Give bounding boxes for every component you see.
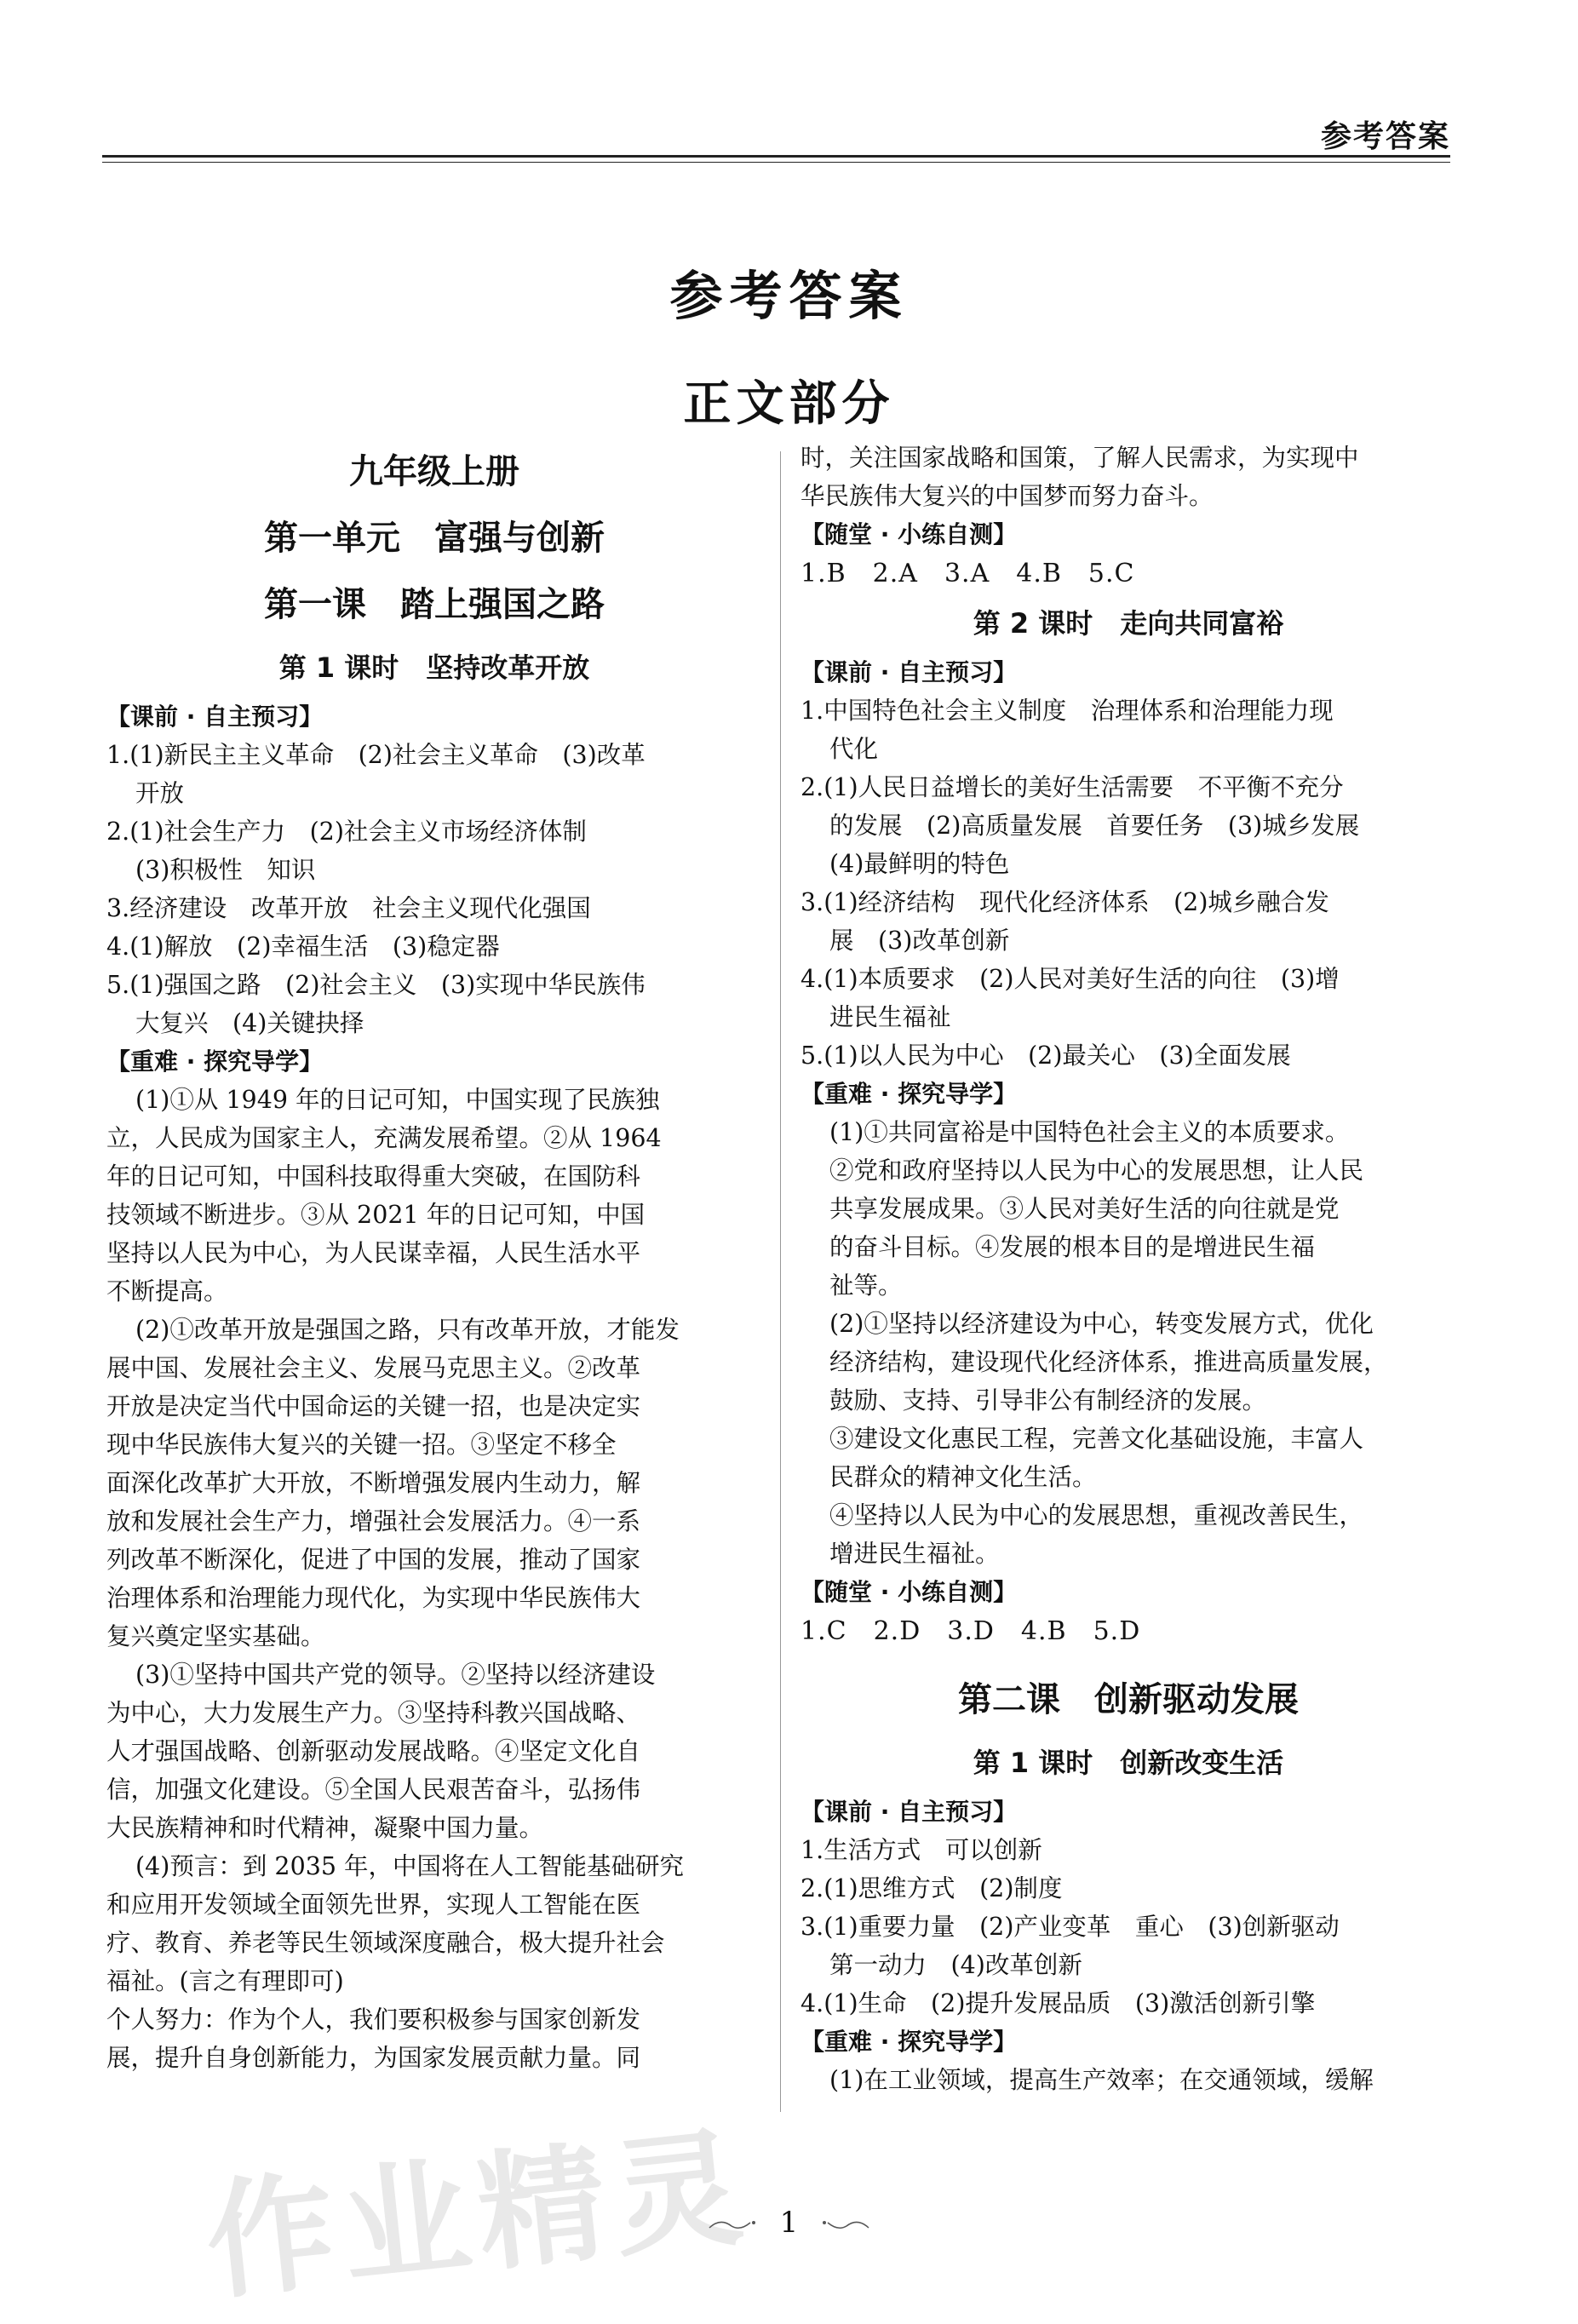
answer-line: 代化 (829, 735, 879, 763)
answer-line: 5.(1)以人民为中心 (2)最关心 (3)全面发展 (800, 1041, 1291, 1070)
answer-line: (4)预言：到 2035 年，中国将在人工智能基础研究 (135, 1852, 685, 1880)
right-column (800, 439, 1456, 2099)
answer-line: 增进民生福祉。 (829, 1540, 1000, 1568)
quiz-answers: 1.C 2.D 3.D 4.B 5.D (800, 1616, 1141, 1646)
answer-line: 5.(1)强国之路 (2)社会主义 (3)实现中华民族伟 (106, 971, 646, 999)
answer-line: 展中国、发展社会主义、发展马克思主义。②改革 (106, 1354, 641, 1382)
column-divider (780, 451, 781, 2112)
book-heading: 九年级上册 (349, 452, 519, 491)
answer-line: ③建设文化惠民工程，完善文化基础设施，丰富人 (829, 1425, 1364, 1453)
lesson-heading: 第一课 踏上强国之路 (264, 585, 605, 624)
answer-line: 1.(1)新民主主义革命 (2)社会主义革命 (3)改革 (106, 741, 646, 769)
answer-line: 个人努力：作为个人，我们要积极参与国家创新发 (106, 2006, 641, 2034)
answer-line: 展 (3)改革创新 (829, 927, 1010, 955)
answer-line: 治理体系和治理能力现代化，为实现中华民族伟大 (106, 1584, 641, 1612)
ornament-left-icon (708, 2216, 759, 2233)
quiz-answers: 1.B 2.A 3.A 4.B 5.C (800, 559, 1135, 588)
answer-line: 经济结构，建设现代化经济体系，推进高质量发展， (829, 1348, 1388, 1376)
quiz-section-title: 【随堂 · 小练自测】 (800, 520, 1018, 548)
running-header: 参考答案 (1320, 119, 1450, 154)
answer-line: 列改革不断深化，促进了中国的发展，推动了国家 (106, 1546, 641, 1574)
answer-line: 4.(1)解放 (2)幸福生活 (3)稳定器 (106, 932, 500, 961)
answer-line: 展，提升自身创新能力，为国家发展贡献力量。同 (106, 2044, 641, 2072)
answer-line: 疗、教育、养老等民生领域深度融合，极大提升社会 (106, 1929, 665, 1957)
header-rule-thin (102, 162, 1450, 163)
lesson-heading: 第二课 创新驱动发展 (958, 1680, 1299, 1719)
answer-line: 进民生福祉 (829, 1003, 951, 1031)
preview-section-title: 【课前 · 自主预习】 (800, 1798, 1018, 1826)
answer-line: 年的日记可知，中国科技取得重大突破，在国防科 (106, 1162, 641, 1191)
answer-line: 华民族伟大复兴的中国梦而努力奋斗。 (800, 482, 1214, 510)
unit-heading: 第一单元 富强与创新 (264, 519, 605, 558)
answer-line: 共享发展成果。③人民对美好生活的向往就是党 (829, 1195, 1340, 1223)
answer-line: 复兴奠定坚实基础。 (106, 1622, 325, 1650)
answer-line: 3.(1)经济结构 现代化经济体系 (2)城乡融合发 (800, 888, 1329, 916)
answer-line: 立，人民成为国家主人，充满发展希望。②从 1964 (106, 1124, 662, 1152)
answer-line: (4)最鲜明的特色 (829, 850, 1010, 878)
period-heading: 第 1 课时 坚持改革开放 (278, 651, 590, 684)
answer-line: (3)积极性 知识 (135, 856, 316, 884)
header-rule (102, 155, 1450, 158)
page-number: 1 (779, 2206, 799, 2240)
answer-line: (1)①共同富裕是中国特色社会主义的本质要求。 (829, 1118, 1350, 1146)
answer-line: 第一动力 (4)改革创新 (829, 1951, 1082, 1979)
page-footer (0, 2206, 1578, 2240)
section-title: 正文部分 (683, 376, 895, 432)
answer-line: 大复兴 (4)关键抉择 (135, 1009, 364, 1037)
answer-line: (1)在工业领域，提高生产效率；在交通领域，缓解 (829, 2066, 1374, 2094)
answer-line: 不断提高。 (106, 1277, 228, 1305)
answer-line: 1.中国特色社会主义制度 治理体系和治理能力现 (800, 697, 1334, 725)
answer-line: 4.(1)本质要求 (2)人民对美好生活的向往 (3)增 (800, 965, 1340, 993)
answer-line: (1)①从 1949 年的日记可知，中国实现了民族独 (135, 1086, 660, 1114)
answer-line: 2.(1)社会生产力 (2)社会主义市场经济体制 (106, 818, 587, 846)
answer-line: 放和发展社会生产力，增强社会发展活力。④一系 (106, 1507, 641, 1535)
quiz-section-title: 【随堂 · 小练自测】 (800, 1578, 1018, 1606)
answer-line: (3)①坚持中国共产党的领导。②坚持以经济建设 (135, 1661, 656, 1689)
answer-line: 的奋斗目标。④发展的根本目的是增进民生福 (829, 1233, 1316, 1261)
answer-line: 民群众的精神文化生活。 (829, 1463, 1097, 1491)
answer-line: (2)①坚持以经济建设为中心，转变发展方式，优化 (829, 1310, 1374, 1338)
answer-line: 4.(1)生命 (2)提升发展品质 (3)激活创新引擎 (800, 1989, 1316, 2017)
answer-line: 人才强国战略、创新驱动发展战略。④坚定文化自 (106, 1737, 641, 1765)
answer-line: 现中华民族伟大复兴的关键一招。③坚定不移全 (106, 1431, 617, 1459)
answer-line: 时，关注国家战略和国策，了解人民需求，为实现中 (800, 444, 1359, 472)
answer-line: 信，加强文化建设。⑤全国人民艰苦奋斗，弘扬伟 (106, 1776, 641, 1804)
preview-section-title: 【课前 · 自主预习】 (106, 703, 324, 731)
answer-line: 祉等。 (829, 1271, 903, 1300)
answer-line: 2.(1)人民日益增长的美好生活需要 不平衡不充分 (800, 773, 1344, 801)
answer-line: 福祉。(言之有理即可) (106, 1967, 344, 1995)
answer-line: 3.(1)重要力量 (2)产业变革 重心 (3)创新驱动 (800, 1913, 1340, 1941)
answer-line: 技领域不断进步。③从 2021 年的日记可知，中国 (106, 1201, 646, 1229)
answer-line: ④坚持以人民为中心的发展思想，重视改善民生， (829, 1501, 1364, 1529)
answer-line: 坚持以人民为中心，为人民谋幸福，人民生活水平 (106, 1239, 641, 1267)
answer-line: 为中心，大力发展生产力。③坚持科教兴国战略、 (106, 1699, 641, 1727)
explore-section-title: 【重难 · 探究导学】 (106, 1047, 324, 1076)
answer-line: 面深化改革扩大开放，不断增强发展内生动力，解 (106, 1469, 641, 1497)
answer-line: 1.生活方式 可以创新 (800, 1836, 1042, 1864)
answer-line: 和应用开发领域全面领先世界，实现人工智能在医 (106, 1891, 641, 1919)
answer-line: 开放是决定当代中国命运的关键一招，也是决定实 (106, 1392, 641, 1420)
answer-line: 大民族精神和时代精神，凝聚中国力量。 (106, 1814, 544, 1842)
page-title: 参考答案 (669, 265, 909, 327)
answer-line: (2)①改革开放是强国之路，只有改革开放，才能发 (135, 1316, 680, 1344)
explore-section-title: 【重难 · 探究导学】 (800, 1080, 1018, 1108)
period-heading: 第 2 课时 走向共同富裕 (973, 607, 1284, 640)
answer-line: 鼓励、支持、引导非公有制经济的发展。 (829, 1386, 1267, 1414)
preview-section-title: 【课前 · 自主预习】 (800, 658, 1018, 686)
explore-section-title: 【重难 · 探究导学】 (800, 2028, 1018, 2056)
answer-line: 3.经济建设 改革开放 社会主义现代化强国 (106, 894, 591, 922)
answer-line: ②党和政府坚持以人民为中心的发展思想，让人民 (829, 1156, 1364, 1185)
left-column (106, 439, 762, 2077)
answer-line: 的发展 (2)高质量发展 首要任务 (3)城乡发展 (829, 812, 1360, 840)
answer-line: 2.(1)思维方式 (2)制度 (800, 1874, 1063, 1902)
period-heading: 第 1 课时 创新改变生活 (973, 1747, 1284, 1779)
ornament-right-icon (819, 2216, 870, 2233)
watermark: 作业精灵 (199, 2113, 757, 2318)
answer-line: 开放 (135, 779, 185, 807)
